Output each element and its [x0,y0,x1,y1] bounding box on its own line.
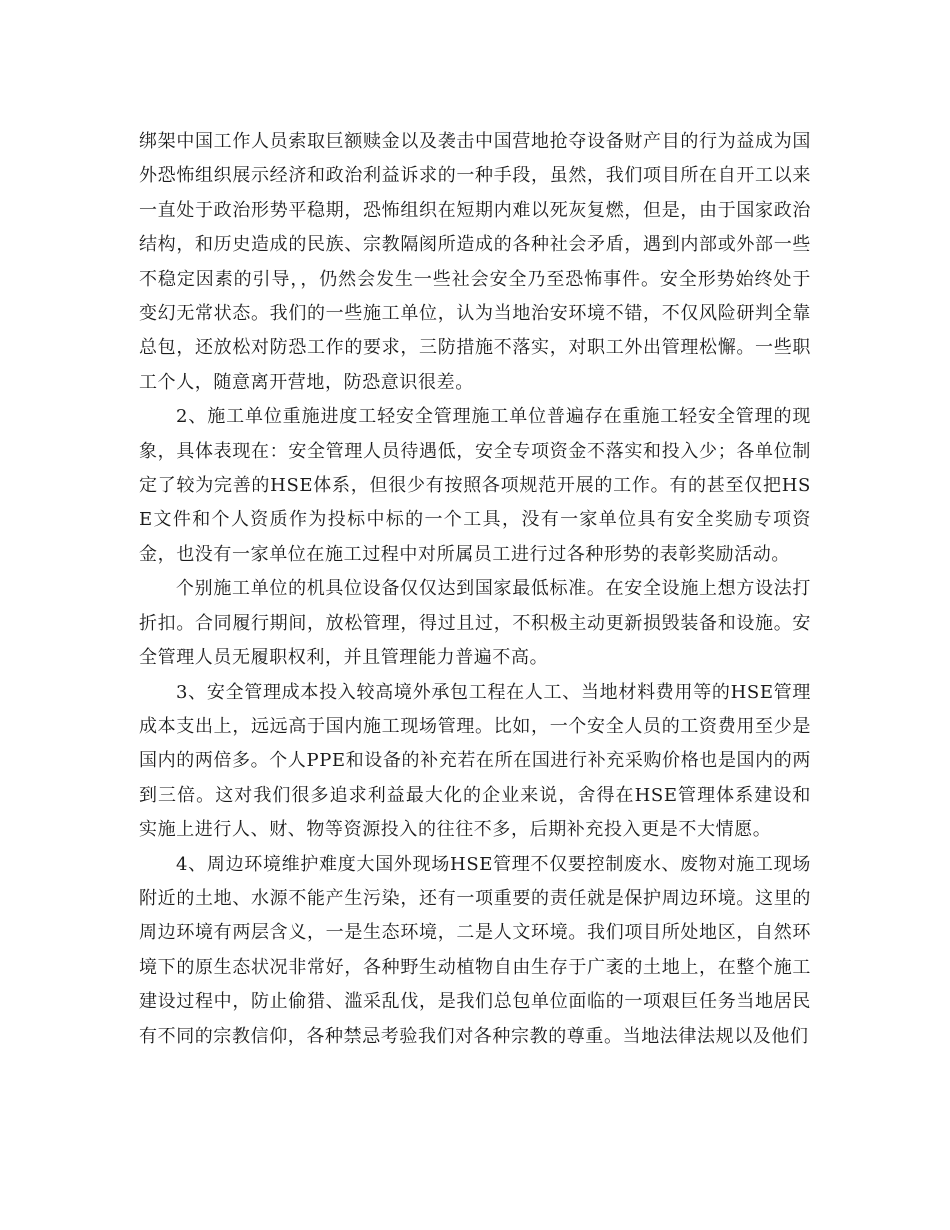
paragraph-5: 4、周边环境维护难度大国外现场HSE管理不仅要控制废水、废物对施工现场附近的土地、水源不能产生污染，还有一项重要的责任就是保护周边环境。这里的周边环境有两层含义，一是生态环境，二是人文环境。我们项目所处地区，自然环境下的原生态状况非常好，各种野生动植物自由生存于广袤的土地上，在整个施工建设过程中，防止偷猎、滥采乱伐，是我们总包单位面临的一项艰巨任务当地居民有不同的宗教信仰，各种禁忌考验我们对各种宗教的尊重。当地法律法规以及他们 [139,853,811,1047]
paragraph-2: 2、施工单位重施进度工轻安全管理施工单位普遍存在重施工轻安全管理的现象，具体表现在：安全管理人员待遇低，安全专项资金不落实和投入少；各单位制定了较为完善的HSE体系，但很少有按照各项规范开展的工作。有的甚至仅把HSE文件和个人资质作为投标中标的一个工具，没有一家单位具有安全奖励专项资金，也没有一家单位在施工过程中对所属员工进行过各种形势的表彰奖励活动。 [139,406,811,565]
paragraph-3: 个别施工单位的机具位设备仅仅达到国家最低标准。在安全设施上想方设法打折扣。合同履行期间，放松管理，得过且过，不积极主动更新损毁装备和设施。安全管理人员无履职权利，并且管理能力普遍不高。 [139,578,811,669]
paragraph-4: 3、安全管理成本投入较高境外承包工程在人工、当地材料费用等的HSE管理成本支出上，远远高于国内施工现场管理。比如，一个安全人员的工资费用至少是国内的两倍多。个人PPE和设备的补充若在所在国进行补充采购价格也是国内的两到三倍。这对我们很多追求利益最大化的企业来说，舍得在HSE管理体系建设和实施上进行人、财、物等资源投入的往往不多，后期补充投入更是不大情愿。 [139,681,811,841]
body-text [139,125,811,1054]
paragraph-1: 绑架中国工作人员索取巨额赎金以及袭击中国营地抢夺设备财产目的行为益成为国外恐怖组织展示经济和政治利益诉求的一种手段，虽然，我们项目所在自开工以来一直处于政治形势平稳期，恐怖组织在短期内难以死灰复燃，但是，由于国家政治结构，和历史造成的民族、宗教隔阂所造成的各种社会矛盾，遇到内部或外部一些不稳定因素的引导，，仍然会发生一些社会安全乃至恐怖事件。安全形势始终处于变幻无常状态。我们的一些施工单位，认为当地治安环境不错，不仅风险研判全靠总包，还放松对防恐工作的要求，三防措施不落实，对职工外出管理松懈。一些职工个人，随意离开营地，防恐意识很差。 [139,131,811,393]
